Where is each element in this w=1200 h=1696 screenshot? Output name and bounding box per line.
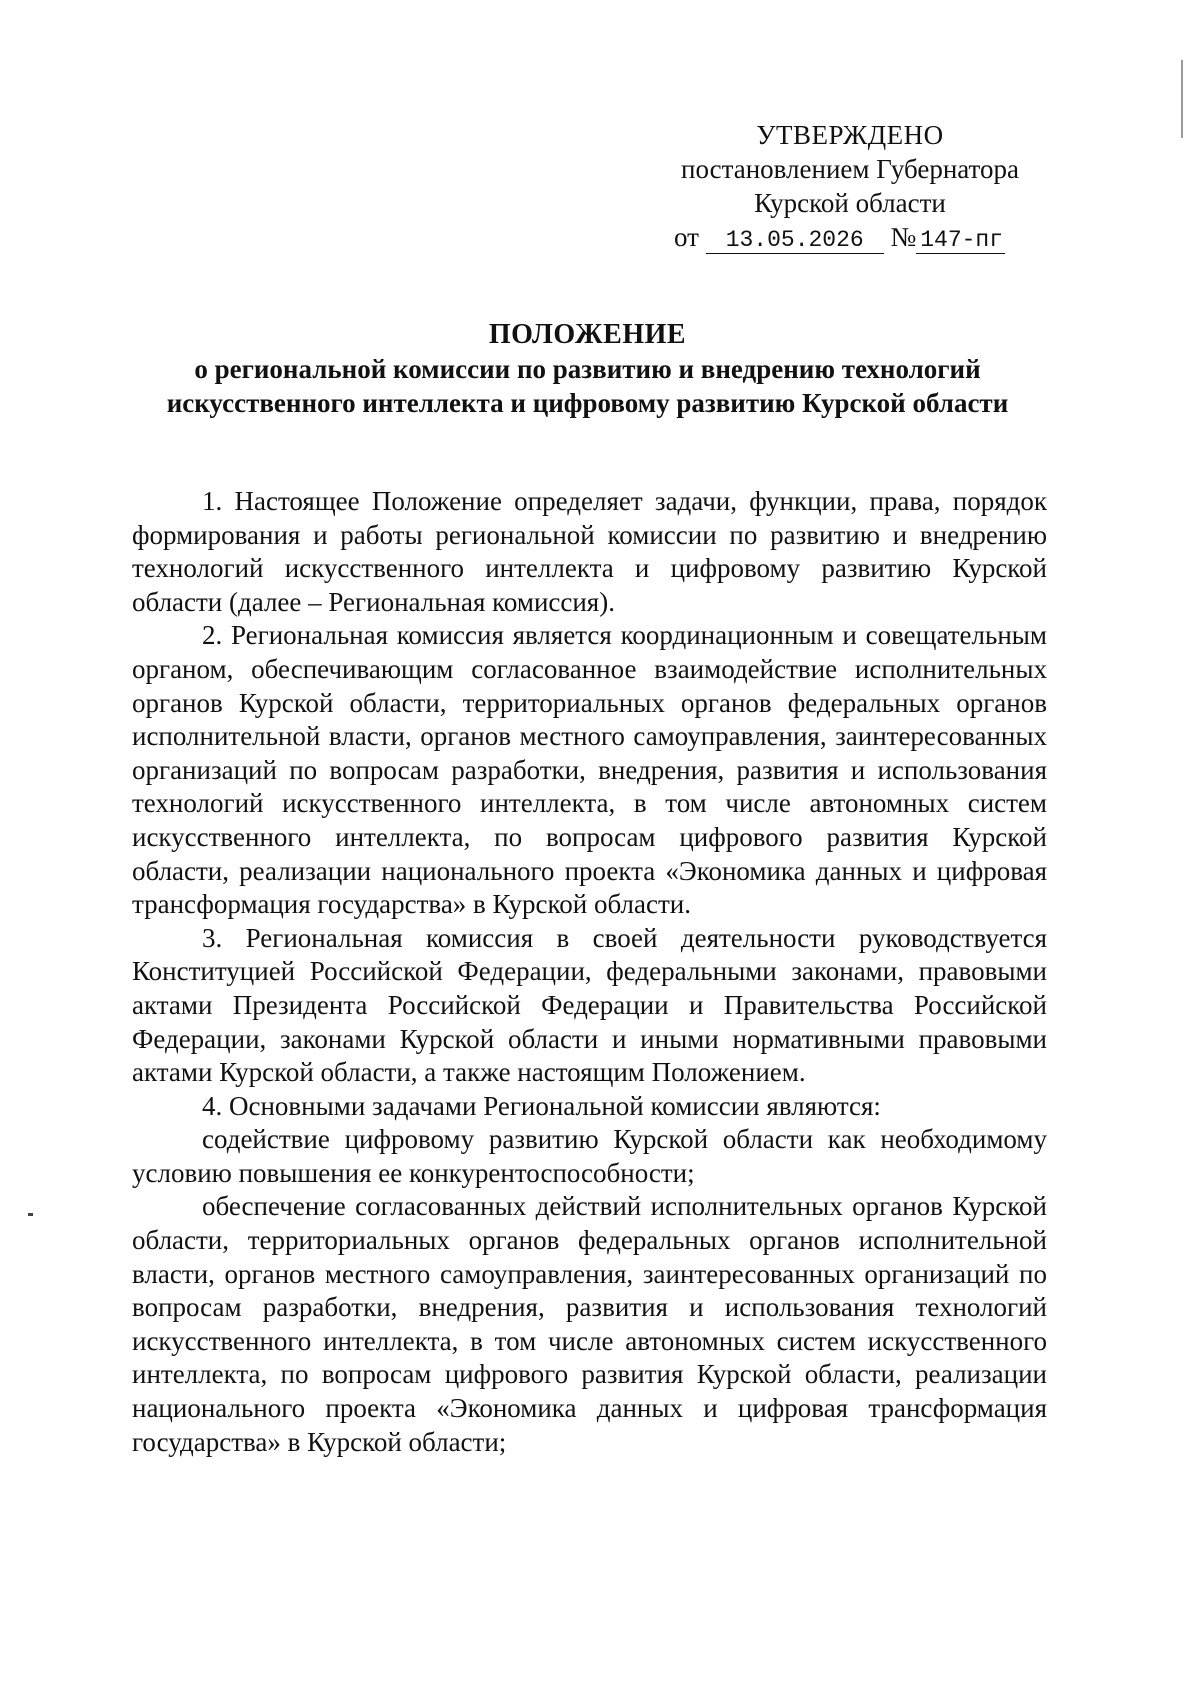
decree-date-number-line [640,220,1060,254]
paragraph-2: 2. Региональная комиссия является координационным и совещательным органом, обеспечивающим согласованное взаимодействие исполнительных органов Курской области, территориальных органов федеральных органов исполнительной власти, органов местного самоуправления, заинтересованных организаций по вопросам разработки, внедрения, развития и использования технологий искусственного интеллекта, в том числе автономных систем искусственного интеллекта, по вопросам цифрового развития Курской области, реализации национального проекта «Экономика данных и цифровая трансформация государства» в Курской области. [132,620,1047,920]
approved-region: Курской области [754,188,946,218]
decree-number: 147-пг [916,227,1005,254]
approved-by-decree: постановлением Губернатора [681,154,1019,184]
approval-stamp-block [640,118,1060,254]
task-item-2: обеспечение согласованных действий исполнительных органов Курской области, территориальных органов федеральных органов исполнительной власти, органов местного самоуправления, заинтересованных организаций по вопросам разработки, внедрения, развития и использования технологий искусственного интеллекта, в том числе автономных систем искусственного интеллекта, по вопросам цифрового развития Курской области, реализации национального проекта «Экономика данных и цифровая трансформация государства» в Курской области; [132,1191,1047,1457]
scan-speck [28,1213,33,1216]
document-title-block [130,318,1045,420]
approved-label: УТВЕРЖДЕНО [756,120,944,150]
date-prefix: от [674,222,699,252]
paragraph-3: 3. Региональная комиссия в своей деятельности руководствуется Конституцией Российской Федерации, федеральными законами, правовыми актами Президента Российской Федерации и Правительства Российской Федерации, законами Курской области и иными нормативными правовыми актами Курской области, а также настоящим Положением. [132,922,1047,1088]
scan-edge-mark [1181,60,1183,138]
document-subtitle: о региональной комиссии по развитию и внедрению технологий искусственного интеллекта и цифровому развитию Курской области [166,354,1009,418]
paragraph-1: 1. Настоящее Положение определяет задачи, функции, права, порядок формирования и работы региональной комиссии по развитию и внедрению технологий искусственного интеллекта и цифровому развитию Курской области (далее – Региональная комиссия). [132,486,1047,617]
document-body [132,485,1047,1459]
paragraph-4: 4. Основными задачами Региональной комиссии являются: [202,1090,881,1121]
document-type-heading: ПОЛОЖЕНИЕ [488,319,687,350]
task-item-1: содействие цифровому развитию Курской области как необходимому условию повышения ее конкурентоспособности; [132,1124,1047,1188]
number-prefix: № [890,222,917,252]
decree-date: 13.05.2026 [706,227,884,254]
